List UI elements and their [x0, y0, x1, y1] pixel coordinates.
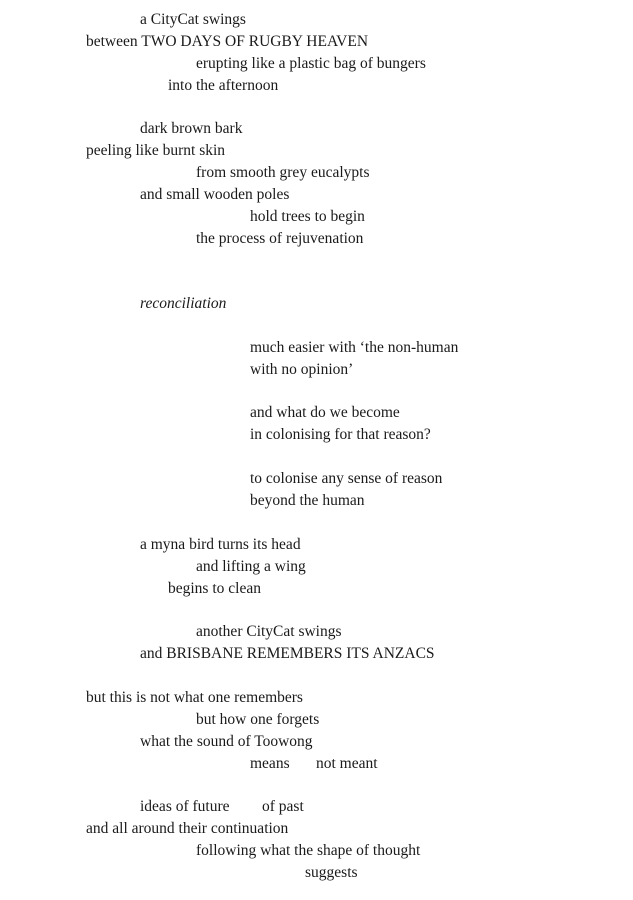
- poem-line: a myna bird turns its head: [140, 536, 301, 553]
- poem-line: and BRISBANE REMEMBERS ITS ANZACS: [140, 645, 435, 662]
- poem-line: and small wooden poles: [140, 186, 290, 203]
- poem-line: with no opinion’: [250, 361, 354, 378]
- poem-line: of past: [262, 798, 304, 815]
- poem-line: into the afternoon: [168, 77, 279, 94]
- poem-line: a CityCat swings: [140, 11, 246, 28]
- poem-line: ideas of future: [140, 798, 230, 815]
- poem-line: between TWO DAYS OF RUGBY HEAVEN: [86, 33, 369, 50]
- poem-line: and what do we become: [250, 404, 400, 421]
- poem-line: hold trees to begin: [250, 208, 365, 225]
- poem-line: erupting like a plastic bag of bungers: [196, 55, 426, 72]
- poem-line: following what the shape of thought: [196, 842, 421, 859]
- poem-line: beyond the human: [250, 492, 365, 509]
- poem-line: and all around their continuation: [86, 820, 289, 837]
- poem-line: dark brown bark: [140, 120, 243, 137]
- poem-line: but this is not what one remembers: [86, 689, 303, 706]
- poem-line: in colonising for that reason?: [250, 426, 431, 443]
- poem-line: from smooth grey eucalypts: [196, 164, 370, 181]
- poem-line: what the sound of Toowong: [140, 733, 313, 750]
- poem-line: means: [250, 755, 290, 772]
- poem-line: much easier with ‘the non-human: [250, 339, 459, 356]
- poem-line: the process of rejuvenation: [196, 230, 364, 247]
- poem-heading: reconciliation: [140, 295, 227, 312]
- poem-line: but how one forgets: [196, 711, 320, 728]
- poem-line: and lifting a wing: [196, 558, 306, 575]
- poem-line: to colonise any sense of reason: [250, 470, 443, 487]
- poem-line: suggests: [305, 864, 358, 881]
- poem-line: another CityCat swings: [196, 623, 342, 640]
- poem-line: not meant: [316, 755, 378, 772]
- poem-line: peeling like burnt skin: [86, 142, 226, 159]
- poem-line: begins to clean: [168, 580, 261, 597]
